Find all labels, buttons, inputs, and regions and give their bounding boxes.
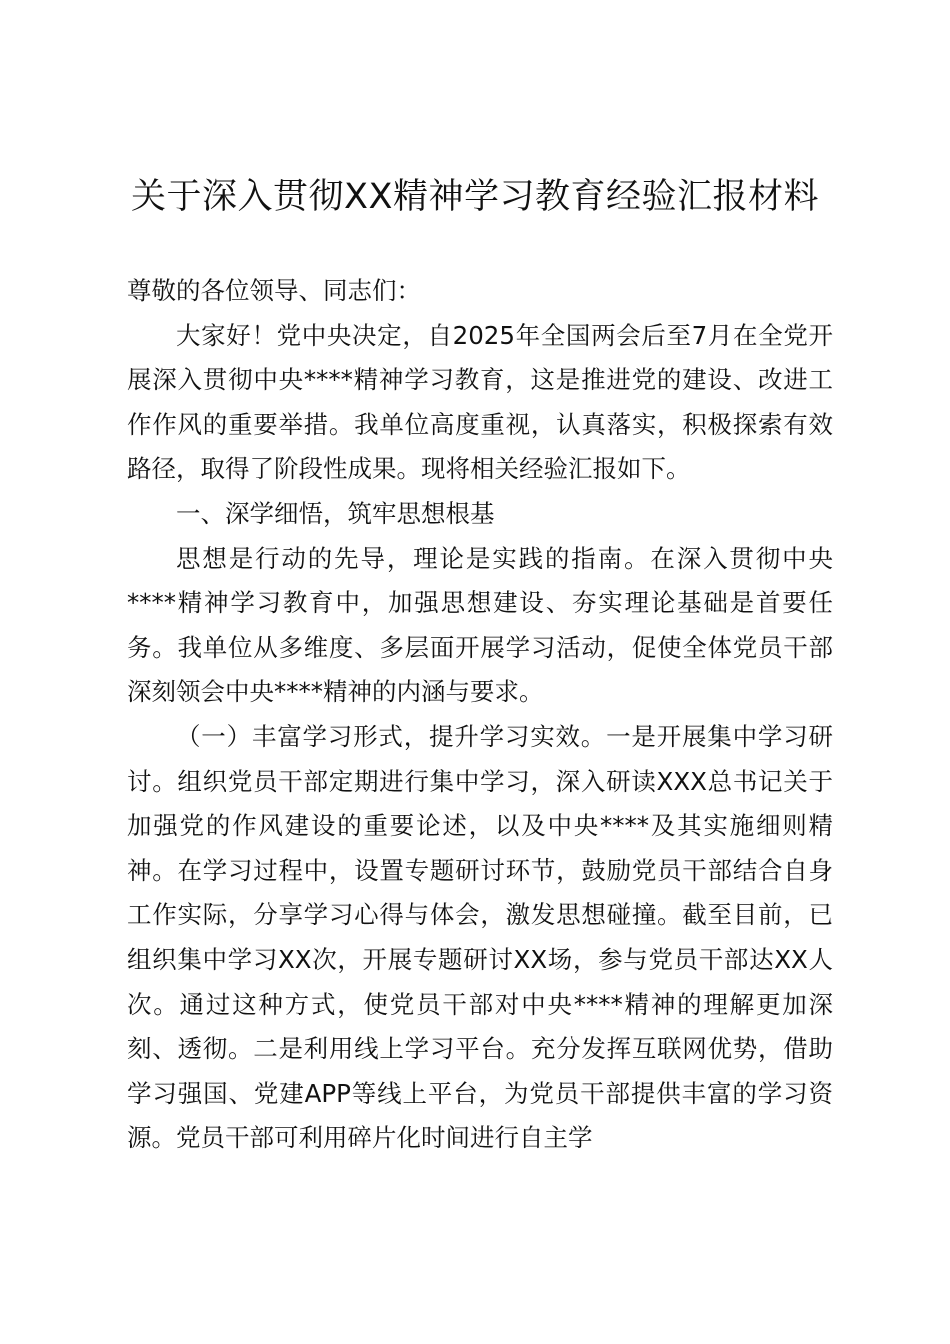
subsection-paragraph: （一）丰富学习形式，提升学习实效。一是开展集中学习研讨。组织党员干部定期进行集中学习，深入研读XXX总书记关于加强党的作风建设的重要论述，以及中央****及其实施细则精神。在学习过程中，设置专题研讨环节，鼓励党员干部结合自身工作实际，分享学习心得与体会，激发思想碰撞。截至目前，已组织集中学习XX次，开展专题研讨XX场，参与党员干部达XX人次。通过这种方式，使党员干部对中央****精神的理解更加深刻、透彻。二是利用线上学习平台。充分发挥互联网优势，借助学习强国、党建APP等线上平台，为党员干部提供丰富的学习资源。党员干部可利用碎片化时间进行自主学: [127, 721, 833, 1153]
section-heading: 一、深学细悟，筑牢思想根基: [176, 498, 495, 528]
intro-paragraph: 大家好！党中央决定，自2025年全国两会后至7月在全党开展深入贯彻中央****精神学习教育，这是推进党的建设、改进工作作风的重要举措。我单位高度重视，认真落实，积极探索有效路径，取得了阶段性成果。现将相关经验汇报如下。: [127, 320, 833, 484]
document-title: 关于深入贯彻XX精神学习教育经验汇报材料: [131, 177, 819, 217]
document-body: [127, 269, 833, 1161]
section-paragraph: 思想是行动的先导，理论是实践的指南。在深入贯彻中央****精神学习教育中，加强思想建设、夯实理论基础是首要任务。我单位从多维度、多层面开展学习活动，促使全体党员干部深刻领会中央****精神的内涵与要求。: [127, 543, 833, 707]
salutation: 尊敬的各位领导、同志们：: [127, 276, 421, 305]
